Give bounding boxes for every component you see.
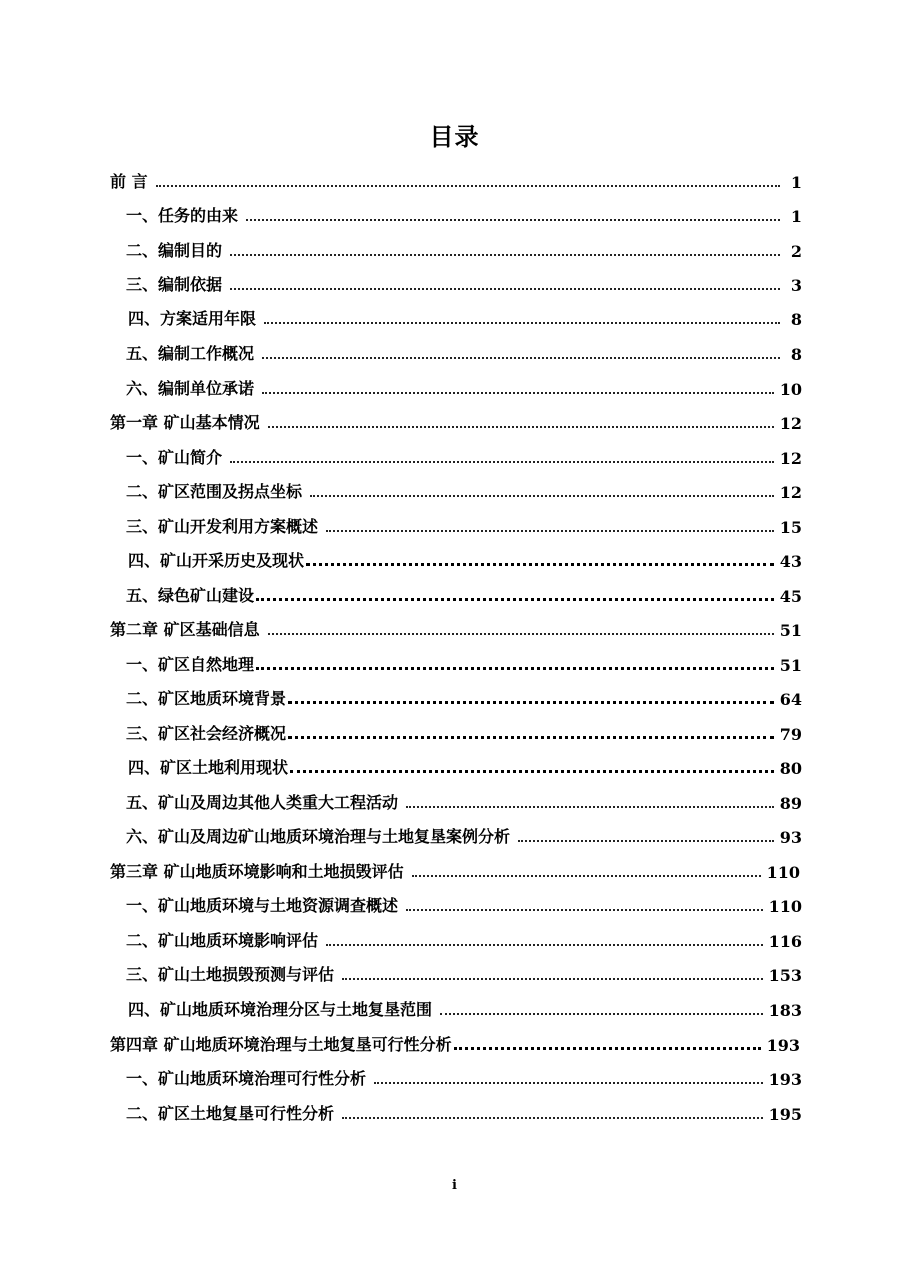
- toc-entry-page: 193: [766, 1036, 800, 1055]
- dot-leader: [264, 322, 780, 324]
- toc-entry-label: 二、矿山地质环境影响评估: [126, 931, 319, 950]
- toc-entry-page: 8: [790, 345, 802, 364]
- toc-entry-page: 51: [779, 656, 802, 675]
- dot-leader: [288, 736, 774, 739]
- dot-leader: [290, 770, 774, 773]
- toc-entry[interactable]: [126, 714, 802, 744]
- toc-entry-page: 110: [768, 897, 802, 916]
- dot-leader: [326, 944, 763, 946]
- toc-entry-page: 12: [779, 414, 802, 433]
- toc-entry-page: 64: [779, 690, 802, 709]
- toc-entry-page: 15: [779, 518, 802, 537]
- toc-entry-label: 二、矿区地质环境背景: [126, 689, 287, 708]
- dot-leader: [406, 909, 763, 911]
- dot-leader: [518, 840, 774, 842]
- dot-leader: [262, 392, 774, 394]
- toc-entry-page: 116: [768, 932, 802, 951]
- toc-entry[interactable]: [110, 403, 802, 433]
- dot-leader: [230, 461, 774, 463]
- toc-entry[interactable]: [110, 610, 802, 640]
- toc-entry[interactable]: [126, 472, 802, 502]
- toc-entry-page: 51: [779, 621, 802, 640]
- toc-entry-page: 10: [779, 380, 802, 399]
- dot-leader: [374, 1082, 763, 1084]
- toc-entry-label: 五、绿色矿山建设: [126, 586, 255, 605]
- toc-entry-label: 二、矿区土地复垦可行性分析: [126, 1104, 335, 1123]
- toc-entry[interactable]: [126, 679, 802, 709]
- toc-entry[interactable]: [126, 783, 802, 813]
- dot-leader: [256, 598, 774, 601]
- toc-entry-label: 一、矿区自然地理: [126, 655, 255, 674]
- toc-entry-page: 193: [768, 1070, 802, 1089]
- dot-leader: [256, 667, 774, 670]
- toc-entry-page: 80: [779, 759, 802, 778]
- toc-entry-label: 前 言: [110, 172, 148, 191]
- toc-entry-label: 第一章 矿山基本情况: [110, 413, 260, 432]
- toc-entry-label: 一、矿山地质环境治理可行性分析: [126, 1069, 367, 1088]
- toc-entry[interactable]: [126, 438, 802, 468]
- toc-entry-page: 8: [790, 310, 802, 329]
- page-number-footer: i: [452, 1178, 457, 1193]
- toc-entry-label: 五、编制工作概况: [126, 344, 255, 363]
- toc-entry[interactable]: [126, 231, 802, 261]
- toc-entry[interactable]: [128, 990, 802, 1020]
- toc-entry-page: 43: [779, 552, 802, 571]
- toc-entry[interactable]: [110, 162, 802, 192]
- dot-leader: [406, 806, 774, 808]
- dot-leader: [268, 633, 774, 635]
- toc-entry-label: 四、矿山地质环境治理分区与土地复垦范围: [128, 1000, 433, 1019]
- toc-entry[interactable]: [126, 921, 802, 951]
- toc-entry-page: 3: [790, 276, 802, 295]
- toc-entry-label: 三、矿区社会经济概况: [126, 724, 287, 743]
- page-title: 目录: [429, 122, 480, 151]
- toc-entry-label: 一、任务的由来: [126, 206, 239, 225]
- toc-entry[interactable]: [110, 1025, 800, 1055]
- toc-entry[interactable]: [126, 265, 802, 295]
- dot-leader: [230, 254, 780, 256]
- toc-entry-page: 153: [768, 966, 802, 985]
- dot-leader: [156, 185, 780, 187]
- dot-leader: [230, 288, 780, 290]
- toc-entry-page: 12: [779, 483, 802, 502]
- toc-entry-label: 一、矿山简介: [126, 448, 223, 467]
- toc-entry[interactable]: [126, 955, 802, 985]
- toc-entry-label: 第四章 矿山地质环境治理与土地复垦可行性分析: [110, 1035, 452, 1054]
- toc-entry[interactable]: [126, 645, 802, 675]
- dot-leader: [306, 563, 774, 566]
- toc-entry[interactable]: [126, 196, 802, 226]
- dot-leader: [342, 1117, 763, 1119]
- toc-entry-label: 二、矿区范围及拐点坐标: [126, 482, 303, 501]
- toc-entry[interactable]: [126, 1094, 802, 1124]
- dot-leader: [342, 978, 763, 980]
- toc-entry[interactable]: [126, 817, 802, 847]
- toc-entry-page: 79: [779, 725, 802, 744]
- toc-entry[interactable]: [110, 852, 800, 882]
- toc-entry-label: 二、编制目的: [126, 241, 223, 260]
- toc-entry-page: 195: [768, 1105, 802, 1124]
- dot-leader: [268, 426, 774, 428]
- toc-entry[interactable]: [126, 334, 802, 364]
- toc-entry-label: 五、矿山及周边其他人类重大工程活动: [126, 793, 399, 812]
- dot-leader: [288, 701, 774, 704]
- toc-entry-page: 12: [779, 449, 802, 468]
- toc-entry[interactable]: [126, 1059, 802, 1089]
- dot-leader: [440, 1013, 763, 1015]
- toc-entry[interactable]: [126, 886, 802, 916]
- toc-entry[interactable]: [126, 369, 802, 399]
- toc-entry-page: 110: [766, 863, 800, 882]
- toc-entry[interactable]: [128, 748, 802, 778]
- toc-entry-page: 93: [779, 828, 802, 847]
- dot-leader: [326, 530, 774, 532]
- toc-entry-label: 一、矿山地质环境与土地资源调查概述: [126, 896, 399, 915]
- toc-entry-label: 四、矿山开采历史及现状: [128, 551, 305, 570]
- dot-leader: [454, 1047, 761, 1050]
- toc-entry-page: 45: [779, 587, 802, 606]
- toc-entry-label: 六、矿山及周边矿山地质环境治理与土地复垦案例分析: [126, 827, 511, 846]
- toc-entry-page: 183: [768, 1001, 802, 1020]
- toc-entry[interactable]: [126, 576, 802, 606]
- toc-entry-page: 2: [790, 242, 802, 261]
- toc-entry-label: 三、矿山土地损毁预测与评估: [126, 965, 335, 984]
- toc-entry-page: 1: [790, 207, 802, 226]
- toc-entry[interactable]: [128, 541, 802, 571]
- dot-leader: [262, 357, 780, 359]
- toc-entry-page: 1: [790, 173, 802, 192]
- toc-entry-label: 第三章 矿山地质环境影响和土地损毁评估: [110, 862, 404, 881]
- toc-entry-label: 第二章 矿区基础信息: [110, 620, 260, 639]
- toc-entry-label: 六、编制单位承诺: [126, 379, 255, 398]
- dot-leader: [246, 219, 780, 221]
- dot-leader: [412, 875, 761, 877]
- toc-entry-label: 四、矿区土地利用现状: [128, 758, 289, 777]
- toc-entry[interactable]: [126, 507, 802, 537]
- toc-entry[interactable]: [128, 299, 802, 329]
- toc-entry-page: 89: [779, 794, 802, 813]
- toc-entry-label: 三、矿山开发利用方案概述: [126, 517, 319, 536]
- toc-entry-label: 三、编制依据: [126, 275, 223, 294]
- toc-entry-label: 四、方案适用年限: [128, 309, 257, 328]
- dot-leader: [310, 495, 774, 497]
